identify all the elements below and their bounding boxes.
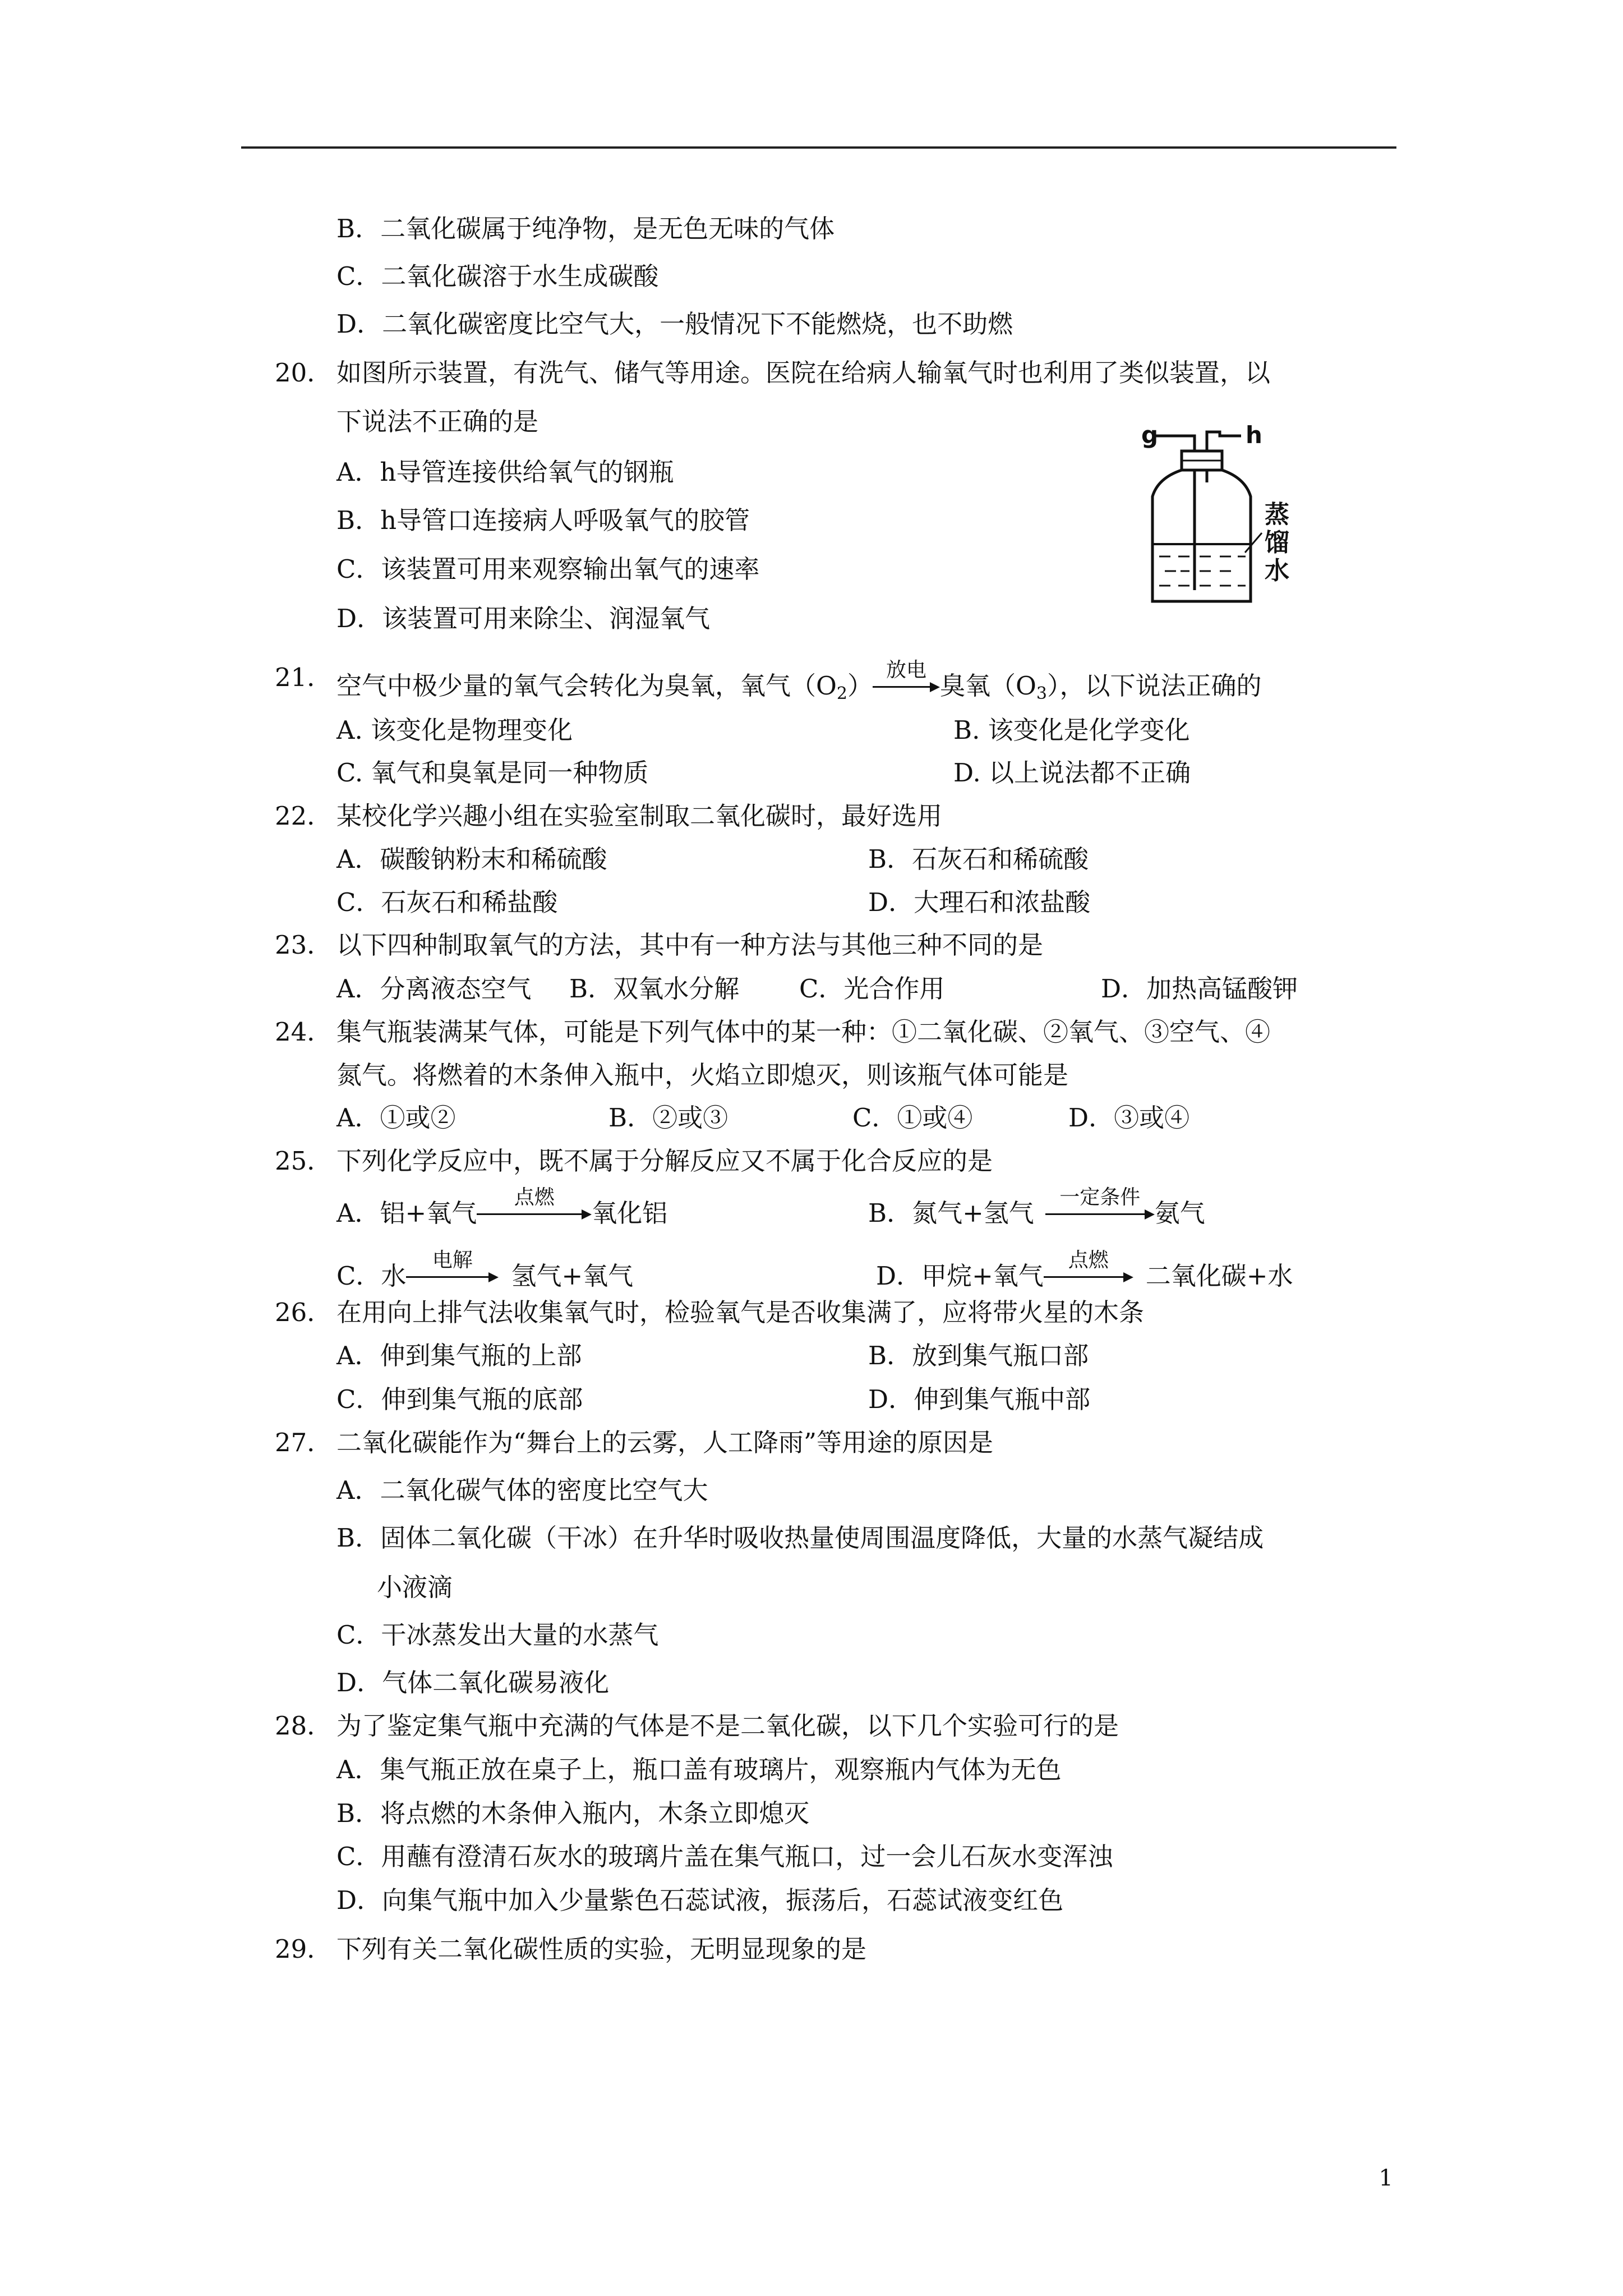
- q21-reaction-arrow: [873, 661, 940, 694]
- label-distilled-1: 蒸: [1265, 500, 1289, 529]
- q26-option-b: B．放到集气瓶口部: [868, 1341, 1089, 1370]
- q20-number: 20．: [275, 358, 333, 388]
- q21-stem-tail: ），以下说法正确的: [1047, 671, 1262, 701]
- q25-b-reactants: B．氮气+氢气: [868, 1198, 1034, 1228]
- q24-option-a: A．①或②: [336, 1103, 456, 1133]
- q25-b-arrow: [1045, 1188, 1155, 1222]
- q25-d-condition: 点燃: [1068, 1249, 1109, 1272]
- q19-option-d: D．二氧化碳密度比空气大，一般情况下不能燃烧，也不助燃: [336, 309, 1013, 339]
- q25-option-b: [868, 1188, 1205, 1230]
- q26-option-a: A．伸到集气瓶的上部: [336, 1341, 582, 1370]
- q23-option-b: B．双氧水分解: [569, 974, 740, 1004]
- q24-stem-line2: 氮气。将燃着的木条伸入瓶中，火焰立即熄灭，则该瓶气体可能是: [336, 1060, 1069, 1090]
- q25-option-a: [336, 1188, 667, 1230]
- label-distilled-2: 馏: [1265, 528, 1289, 557]
- q25-b-condition: 一定条件: [1059, 1186, 1141, 1209]
- q24-number: 24．: [275, 1017, 333, 1047]
- q28-number: 28．: [275, 1711, 333, 1741]
- q23-option-a: A．分离液态空气: [336, 974, 532, 1004]
- q27-option-d: D．气体二氧化碳易液化: [336, 1668, 610, 1697]
- q22-option-c: C．石灰石和稀盐酸: [336, 887, 558, 917]
- q28-option-c: C．用蘸有澄清石灰水的玻璃片盖在集气瓶口，过一会儿石灰水变浑浊: [336, 1842, 1113, 1871]
- gas-washing-bottle-diagram: [1141, 426, 1321, 611]
- q20-stem-line2: 下说法不正确的是: [336, 407, 539, 436]
- gas-washing-bottle-figure: [1141, 421, 1321, 611]
- q28-option-d: D．向集气瓶中加入少量紫色石蕊试液，振荡后，石蕊试液变红色: [336, 1885, 1064, 1915]
- q23-option-c: C．光合作用: [799, 974, 945, 1004]
- q25-d-reactants: D．甲烷+氧气: [876, 1261, 1044, 1291]
- q26-stem: 在用向上排气法收集氧气时，检验氧气是否收集满了，应将带火星的木条: [336, 1297, 1145, 1327]
- q24-stem-line1: 集气瓶装满某气体，可能是下列气体中的某一种：①二氧化碳、②氧气、③空气、④: [336, 1017, 1271, 1047]
- q25-a-arrow: [477, 1188, 592, 1222]
- q22-option-d: D．大理石和浓盐酸: [868, 887, 1091, 917]
- q19-option-c: C．二氧化碳溶于水生成碳酸: [336, 261, 659, 291]
- q25-a-products: 氧化铝: [592, 1198, 668, 1228]
- q23-number: 23．: [275, 930, 333, 960]
- q25-a-condition: 点燃: [514, 1186, 555, 1209]
- q27-option-b-line2: 小液滴: [377, 1572, 453, 1602]
- q28-option-a: A．集气瓶正放在桌子上，瓶口盖有玻璃片，观察瓶内气体为无色: [336, 1755, 1062, 1784]
- q26-option-c: C．伸到集气瓶的底部: [336, 1384, 583, 1414]
- q25-c-arrow: [406, 1251, 499, 1285]
- q21-number: 21．: [275, 662, 333, 692]
- q21-o2-subscript: 2: [836, 684, 847, 703]
- q28-stem: 为了鉴定集气瓶中充满的气体是不是二氧化碳，以下几个实验可行的是: [336, 1711, 1119, 1741]
- q29-number: 29．: [275, 1934, 333, 1964]
- q22-option-a: A．碳酸钠粉末和稀硫酸: [336, 844, 607, 874]
- q21-option-d: D. 以上说法都不正确: [953, 758, 1191, 788]
- q25-b-products: 氨气: [1154, 1198, 1205, 1228]
- q25-c-reactants: C．水: [336, 1261, 407, 1291]
- q20-option-c: C．该装置可用来观察输出氧气的速率: [336, 554, 760, 584]
- q27-number: 27．: [275, 1428, 333, 1457]
- q25-d-products: 二氧化碳+水: [1145, 1261, 1293, 1291]
- q24-option-d: D．③或④: [1068, 1103, 1190, 1133]
- q21-option-c: C. 氧气和臭氧是同一种物质: [336, 758, 649, 788]
- q20-stem-line1: 如图所示装置，有洗气、储气等用途。医院在给病人输氧气时也利用了类似装置，以: [336, 358, 1271, 388]
- q21-option-b: B. 该变化是化学变化: [953, 715, 1190, 745]
- q20-option-b: B．h导管口连接病人呼吸氧气的胶管: [336, 505, 750, 535]
- header-rule: [241, 146, 1396, 149]
- q20-option-d: D．该装置可用来除尘、润湿氧气: [336, 604, 711, 633]
- q26-option-d: D．伸到集气瓶中部: [868, 1384, 1091, 1414]
- label-h: h: [1246, 421, 1262, 449]
- q19-option-b: B．二氧化碳属于纯净物，是无色无味的气体: [336, 214, 835, 243]
- q20-option-a: A．h导管连接供给氧气的钢瓶: [336, 457, 674, 487]
- q21-o3-subscript: 3: [1036, 684, 1048, 703]
- q27-option-b-line1: B．固体二氧化碳（干冰）在升华时吸收热量使周围温度降低，大量的水蒸气凝结成: [336, 1523, 1264, 1553]
- q27-option-c: C．干冰蒸发出大量的水蒸气: [336, 1620, 659, 1650]
- q25-number: 25．: [275, 1146, 333, 1176]
- q24-option-b: B．②或③: [608, 1103, 728, 1133]
- q23-stem: 以下四种制取氧气的方法，其中有一种方法与其他三种不同的是: [336, 930, 1044, 960]
- q25-stem: 下列化学反应中，既不属于分解反应又不属于化合反应的是: [336, 1146, 993, 1176]
- q25-c-products: 氢气+氧气: [511, 1261, 634, 1291]
- q25-d-arrow: [1044, 1251, 1133, 1285]
- q25-option-d: [876, 1251, 1293, 1293]
- q29-stem: 下列有关二氧化碳性质的实验，无明显现象的是: [336, 1934, 867, 1964]
- q21-stem-pre: 空气中极少量的氧气会转化为臭氧，氧气（O: [336, 671, 837, 701]
- q27-stem: 二氧化碳能作为“舞台上的云雾，人工降雨”等用途的原因是: [336, 1428, 994, 1457]
- label-g: g: [1141, 421, 1159, 449]
- q25-c-condition: 电解: [432, 1249, 473, 1272]
- q25-option-c: [336, 1251, 633, 1293]
- q22-option-b: B．石灰石和稀硫酸: [868, 844, 1089, 874]
- q21-option-a: A. 该变化是物理变化: [336, 715, 573, 745]
- q21-stem-post: 臭氧（O: [940, 671, 1036, 701]
- q21-stem: [336, 661, 1262, 711]
- q22-number: 22．: [275, 801, 333, 831]
- q28-option-b: B．将点燃的木条伸入瓶内，木条立即熄灭: [336, 1798, 810, 1828]
- q26-number: 26．: [275, 1297, 333, 1327]
- q21-stem-mid: ）: [847, 671, 873, 701]
- label-distilled-3: 水: [1265, 556, 1289, 585]
- q24-option-c: C．①或④: [852, 1103, 973, 1133]
- q27-option-a: A．二氧化碳气体的密度比空气大: [336, 1475, 708, 1505]
- q23-option-d: D．加热高锰酸钾: [1101, 974, 1298, 1004]
- q22-stem: 某校化学兴趣小组在实验室制取二氧化碳时，最好选用: [336, 801, 943, 831]
- q21-arrow-condition: 放电: [886, 659, 927, 682]
- q25-a-reactants: A．铝+氧气: [336, 1198, 477, 1228]
- page-number: 1: [1378, 2165, 1393, 2191]
